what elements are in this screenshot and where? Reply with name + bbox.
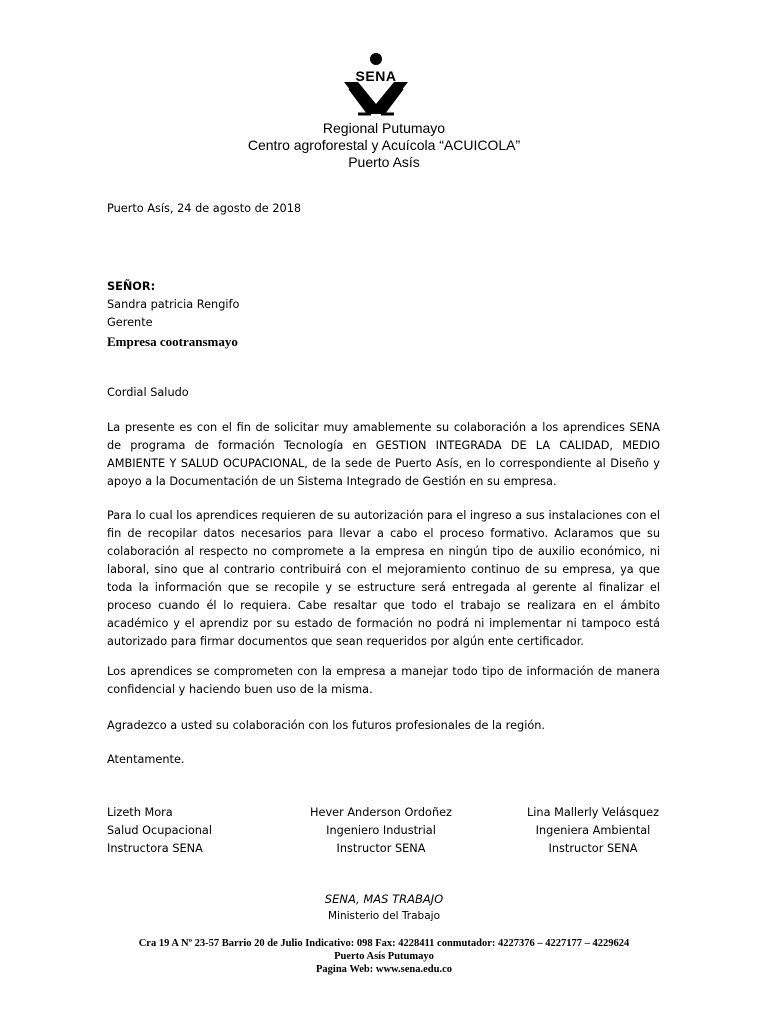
signature-block-3: [503, 804, 683, 858]
sena-logo: [338, 52, 414, 120]
org-regional: Regional Putumayo: [322, 120, 446, 136]
footer-city: Puerto Asís Putumayo: [334, 951, 434, 962]
org-city: Puerto Asís: [348, 154, 420, 170]
signature-title: Instructora SENA: [107, 842, 203, 855]
signature-role: Ingeniero Industrial: [326, 824, 436, 837]
recipient-name: Sandra patricia Rengifo: [107, 298, 240, 311]
signature-title: Instructor SENA: [336, 842, 426, 855]
signature-name: Lizeth Mora: [107, 806, 173, 819]
footer-address-line: Cra 19 A Nº 23-57 Barrio 20 de Julio Indicativo: 098 Fax: 4228411 conmutador: 4227376 – 4227177 – 4229624: [138, 938, 630, 949]
footer-website: Pagina Web: www.sena.edu.co: [315, 964, 453, 975]
greeting: Cordial Saludo: [107, 386, 189, 399]
logo-text: SENA: [355, 68, 397, 84]
closing: Atentamente.: [107, 753, 185, 766]
paragraph-thanks: Agradezco a usted su colaboración con los futuros profesionales de la región.: [107, 719, 545, 732]
recipient-block: [107, 278, 660, 352]
recipient-company: Empresa cootransmayo: [107, 334, 238, 349]
footer-slogan: SENA, MAS TRABAJO: [324, 892, 444, 906]
signature-name: Lina Mallerly Velásquez: [526, 806, 660, 819]
footer-address: [0, 937, 768, 976]
recipient-position: Gerente: [107, 316, 153, 329]
salutation-title: SEÑOR:: [107, 280, 156, 293]
signature-role: Ingeniera Ambiental: [535, 824, 651, 837]
paragraph-authorization: Para lo cual los aprendices requieren de su autorización para el ingreso a sus instalaciones con el fin de recopilar datos necesarios para llevar a cabo el proceso formativo. Aclaramos que su colaboración al respecto no compromete a la empresa en ningún tipo de auxilio económico, ni laboral, sino que al contrario contribuirá con el mejoramiento continuo de su empresa, ya que toda la información que se recopile y se estructure será entregada al gerente al finalizar el proceso cuando él lo requiera. Cabe resaltar que todo el trabajo se realizara en el ámbito académico y el aprendiz por su estado de formación no podrá ni implementar ni tampoco está autorizado para firmar documentos que sean requeridos por algún ente certificador.: [107, 509, 660, 648]
letter-date: Puerto Asís, 24 de agosto de 2018: [107, 202, 302, 215]
signature-title: Instructor SENA: [548, 842, 638, 855]
signature-block-2: [296, 804, 466, 858]
signature-name: Hever Anderson Ordoñez: [310, 806, 452, 819]
paragraph-confidentiality: Los aprendices se comprometen con la empresa a manejar todo tipo de información de manera confidencial y haciendo buen uso de la misma.: [107, 665, 660, 696]
footer-ministry: Ministerio del Trabajo: [327, 910, 441, 922]
org-center: Centro agroforestal y Acuícola “ACUICOLA”: [247, 137, 521, 153]
sena-logo-icon: [338, 52, 414, 120]
signature-role: Salud Ocupacional: [107, 824, 212, 837]
signature-block-1: [107, 804, 297, 858]
paragraph-request: La presente es con el fin de solicitar muy amablemente su colaboración a los aprendices SENA de programa de formación Tecnología en GESTION INTEGRADA DE LA CALIDAD, MEDIO AMBIENTE Y SALUD OCUPACIONAL, de la sede de Puerto Asís, en lo correspondiente al Diseño y apoyo a la Documentación de un Sistema Integrado de Gestión en su empresa.: [107, 421, 660, 488]
